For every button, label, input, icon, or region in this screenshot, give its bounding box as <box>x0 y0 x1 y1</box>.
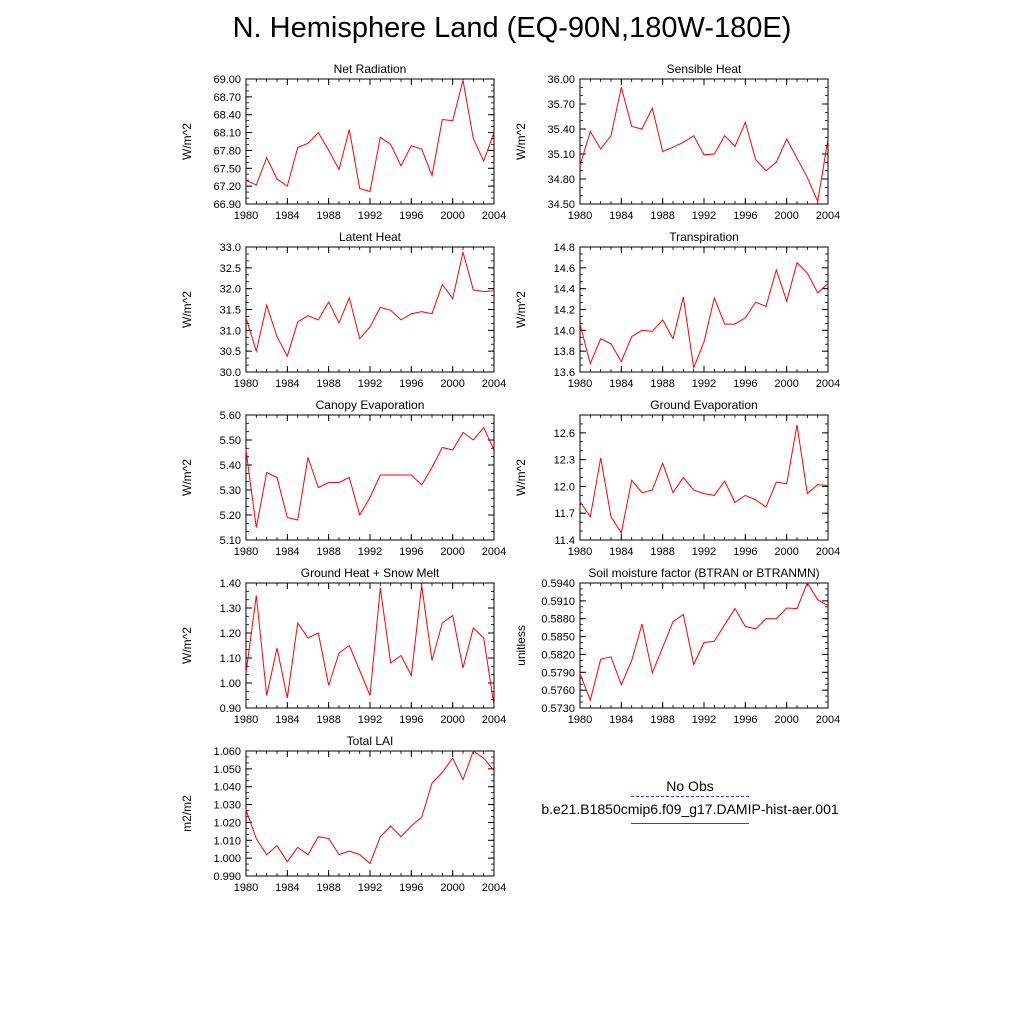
y-tick-label: 30.5 <box>219 346 241 359</box>
y-tick-label: 34.50 <box>547 199 575 211</box>
y-tick-label: 35.40 <box>547 124 575 136</box>
x-tick-label: 1988 <box>650 378 675 390</box>
y-tick-label: 67.20 <box>213 181 241 194</box>
x-tick-label: 1984 <box>275 714 300 726</box>
y-tick-label: 11.4 <box>554 535 575 547</box>
x-tick-label: 2000 <box>440 882 465 894</box>
y-tick-label: 13.8 <box>553 346 575 359</box>
y-tick-label: 12.3 <box>553 454 575 467</box>
x-tick-label: 1992 <box>357 210 383 222</box>
series-line <box>580 425 828 533</box>
y-tick-label: 1.40 <box>219 578 241 590</box>
x-tick-label: 1992 <box>357 546 383 558</box>
y-tick-label: 31.5 <box>219 304 241 317</box>
x-tick-label: 1980 <box>567 210 593 222</box>
chart-title: Ground Heat + Snow Melt <box>300 566 440 580</box>
x-tick-label: 1980 <box>567 546 593 558</box>
y-tick-label: 0.90 <box>219 703 241 715</box>
x-tick-label: 1996 <box>399 378 424 390</box>
x-tick-label: 2004 <box>815 378 841 390</box>
x-tick-label: 1984 <box>609 378 634 390</box>
plot-frame <box>580 583 828 708</box>
y-tick-label: 14.6 <box>553 262 575 275</box>
y-tick-label: 1.20 <box>219 628 241 640</box>
y-tick-label: 31.0 <box>219 325 241 338</box>
x-tick-label: 1996 <box>399 714 424 726</box>
y-tick-label: 34.80 <box>547 174 575 186</box>
y-tick-label: 5.60 <box>219 410 241 422</box>
x-tick-label: 2004 <box>815 714 841 726</box>
x-tick-label: 1980 <box>233 210 259 222</box>
chart-title: Canopy Evaporation <box>315 398 425 412</box>
x-tick-label: 1984 <box>275 882 300 894</box>
y-axis-label: W/m^2 <box>180 459 194 496</box>
x-tick-label: 1984 <box>275 210 300 222</box>
y-tick-label: 32.0 <box>219 283 241 296</box>
x-tick-label: 1988 <box>316 378 341 390</box>
y-tick-label: 0.5850 <box>541 631 575 644</box>
x-tick-label: 1980 <box>233 714 259 726</box>
series-line <box>580 87 828 201</box>
series-line <box>246 252 494 356</box>
y-tick-label: 35.70 <box>547 99 575 111</box>
x-tick-label: 1988 <box>316 882 341 894</box>
y-tick-label: 0.5760 <box>541 685 575 698</box>
x-tick-label: 1988 <box>316 714 341 726</box>
x-tick-label: 2000 <box>440 378 465 390</box>
x-tick-label: 2000 <box>440 546 465 558</box>
x-tick-label: 1996 <box>733 378 758 390</box>
x-tick-label: 2004 <box>815 210 841 222</box>
series-line <box>246 80 494 191</box>
x-tick-label: 1988 <box>650 714 675 726</box>
x-tick-label: 1984 <box>609 714 634 726</box>
x-tick-label: 1996 <box>733 714 758 726</box>
y-axis-label: m2/m2 <box>180 795 194 832</box>
legend-case-label: b.e21.B1850cmip6.f09_g17.DAMIP-hist-aer.001 <box>541 801 839 817</box>
y-tick-label: 69.00 <box>213 74 241 86</box>
y-tick-label: 1.020 <box>213 817 241 830</box>
x-tick-label: 1996 <box>733 210 758 222</box>
y-tick-label: 1.30 <box>219 603 241 615</box>
x-tick-label: 1992 <box>691 546 717 558</box>
y-tick-label: 5.30 <box>219 485 241 497</box>
x-tick-label: 1984 <box>275 546 300 558</box>
x-tick-label: 2000 <box>440 714 465 726</box>
x-tick-label: 1988 <box>316 210 341 222</box>
chart-title: Net Radiation <box>333 62 407 76</box>
x-tick-label: 2004 <box>481 714 507 726</box>
legend-case-line <box>631 823 749 824</box>
chart-title: Soil moisture factor (BTRAN or BTRANMN) <box>588 566 820 580</box>
x-tick-label: 2004 <box>481 882 507 894</box>
chart-title: Sensible Heat <box>666 62 742 76</box>
plot-frame <box>246 79 494 204</box>
x-tick-label: 1988 <box>316 546 341 558</box>
x-tick-label: 1980 <box>233 882 259 894</box>
y-tick-label: 0.5940 <box>541 578 575 590</box>
series-line <box>580 263 828 368</box>
x-tick-label: 1992 <box>691 378 717 390</box>
x-tick-label: 1996 <box>399 546 424 558</box>
y-tick-label: 1.050 <box>213 763 241 776</box>
y-tick-label: 1.10 <box>219 653 241 665</box>
y-tick-label: 0.5790 <box>541 667 575 680</box>
series-line <box>246 428 494 528</box>
y-tick-label: 0.5910 <box>541 595 575 608</box>
legend-obs-label: No Obs <box>666 778 714 794</box>
x-tick-label: 1996 <box>399 210 424 222</box>
x-tick-label: 2000 <box>774 546 799 558</box>
y-tick-label: 36.00 <box>547 74 575 86</box>
x-tick-label: 1980 <box>233 546 259 558</box>
y-tick-label: 5.50 <box>219 435 241 447</box>
y-tick-label: 1.040 <box>213 781 241 794</box>
plot-frame <box>246 247 494 372</box>
y-tick-label: 14.0 <box>553 325 575 338</box>
y-tick-label: 1.010 <box>213 835 241 848</box>
y-tick-label: 12.6 <box>553 427 575 440</box>
chart-title: Ground Evaporation <box>650 398 758 412</box>
plot-frame <box>580 79 828 204</box>
x-tick-label: 1992 <box>691 714 717 726</box>
y-tick-label: 68.40 <box>213 109 241 122</box>
y-axis-label: W/m^2 <box>514 123 528 160</box>
x-tick-label: 1980 <box>567 714 593 726</box>
y-tick-label: 67.80 <box>213 145 241 158</box>
y-axis-label: unitless <box>514 625 528 666</box>
y-tick-label: 14.4 <box>553 283 575 296</box>
y-tick-label: 11.7 <box>554 508 575 521</box>
x-tick-label: 1984 <box>609 210 634 222</box>
plot-frame <box>246 415 494 540</box>
x-tick-label: 1988 <box>650 210 675 222</box>
legend <box>530 778 850 828</box>
y-tick-label: 0.5730 <box>541 703 575 715</box>
y-tick-label: 30.0 <box>219 367 241 379</box>
y-tick-label: 5.40 <box>219 460 241 472</box>
y-tick-label: 1.060 <box>213 746 241 758</box>
y-tick-label: 68.10 <box>213 127 241 140</box>
legend-obs-line <box>631 796 749 797</box>
y-axis-label: W/m^2 <box>180 123 194 160</box>
chart-title: Transpiration <box>669 230 739 244</box>
x-tick-label: 2000 <box>440 210 465 222</box>
y-tick-label: 12.0 <box>553 481 575 494</box>
plot-frame <box>580 415 828 540</box>
y-axis-label: W/m^2 <box>514 291 528 328</box>
y-tick-label: 5.10 <box>219 535 241 547</box>
x-tick-label: 2000 <box>774 378 799 390</box>
y-axis-label: W/m^2 <box>180 627 194 664</box>
y-tick-label: 68.70 <box>213 91 241 104</box>
y-tick-label: 67.50 <box>213 163 241 176</box>
plot-frame <box>580 247 828 372</box>
chart-title: Latent Heat <box>338 230 402 244</box>
x-tick-label: 2004 <box>481 546 507 558</box>
x-tick-label: 1992 <box>357 714 383 726</box>
chart-title: Total LAI <box>346 734 394 748</box>
x-tick-label: 1980 <box>567 378 593 390</box>
x-tick-label: 1992 <box>357 378 383 390</box>
plot-frame <box>246 583 494 708</box>
y-axis-label: W/m^2 <box>514 459 528 496</box>
x-tick-label: 1988 <box>650 546 675 558</box>
x-tick-label: 1992 <box>691 210 717 222</box>
x-tick-label: 2004 <box>481 210 507 222</box>
x-tick-label: 2004 <box>815 546 841 558</box>
x-tick-label: 2004 <box>481 378 507 390</box>
y-tick-label: 35.10 <box>547 149 575 161</box>
x-tick-label: 1996 <box>733 546 758 558</box>
y-tick-label: 0.5820 <box>541 649 575 662</box>
plot-frame <box>246 751 494 876</box>
x-tick-label: 1992 <box>357 882 383 894</box>
y-tick-label: 0.990 <box>213 871 241 883</box>
series-line <box>580 583 828 700</box>
y-tick-label: 14.2 <box>553 304 575 317</box>
y-tick-label: 1.000 <box>213 853 241 866</box>
x-tick-label: 1996 <box>399 882 424 894</box>
x-tick-label: 1984 <box>609 546 634 558</box>
x-tick-label: 1984 <box>275 378 300 390</box>
y-tick-label: 0.5880 <box>541 613 575 626</box>
y-tick-label: 14.8 <box>553 242 575 254</box>
series-line <box>246 586 494 706</box>
y-tick-label: 5.20 <box>219 510 241 522</box>
y-tick-label: 1.00 <box>219 678 241 690</box>
x-tick-label: 2000 <box>774 210 799 222</box>
y-tick-label: 1.030 <box>213 799 241 812</box>
y-tick-label: 33.0 <box>219 242 241 254</box>
y-tick-label: 32.5 <box>219 262 241 275</box>
y-tick-label: 66.90 <box>213 199 241 211</box>
y-tick-label: 13.6 <box>553 367 575 379</box>
x-tick-label: 1980 <box>233 378 259 390</box>
page-title: N. Hemisphere Land (EQ-90N,180W-180E) <box>232 12 792 44</box>
y-axis-label: W/m^2 <box>180 291 194 328</box>
x-tick-label: 2000 <box>774 714 799 726</box>
series-line <box>246 751 494 864</box>
